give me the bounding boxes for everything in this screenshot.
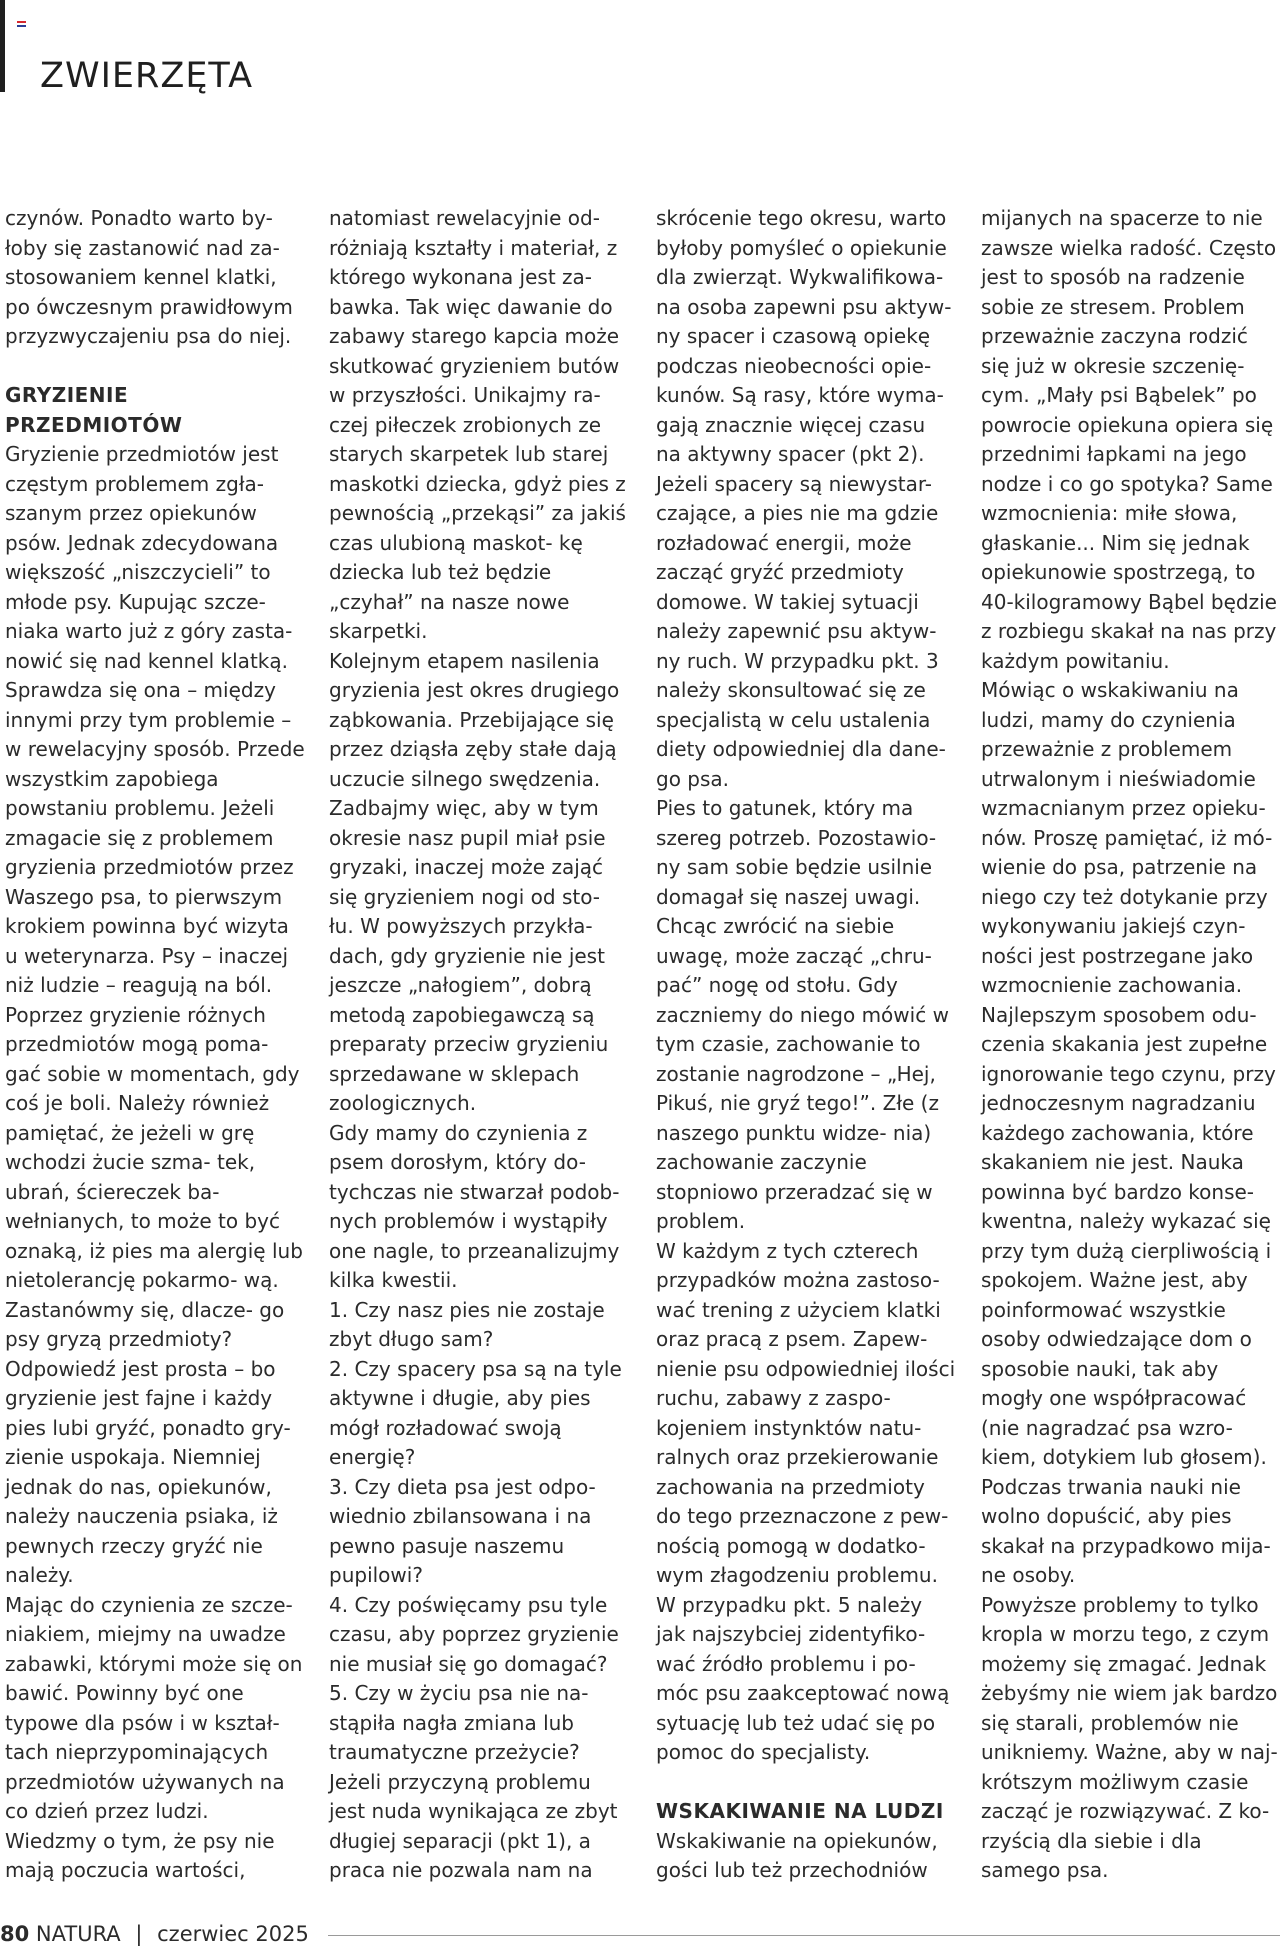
paragraph: Gdy mamy do czynienia z psem dorosłym, który do- tychczas nie stwarzał podob- nych problemów i wystąpiły one nagle, to przeanalizujmy kilka kwestii. bbox=[329, 1120, 620, 1292]
section-title: ZWIERZĘTA bbox=[40, 56, 254, 96]
article-column-4 bbox=[981, 204, 1280, 1886]
magazine-name: NATURA bbox=[35, 1922, 121, 1946]
paragraph: natomiast rewelacyjnie od- różniają kształty i materiał, z którego wykonana jest za- bawka. Tak więc dawanie do zabawy starego kapcia może skutkować gryzieniem butów w przyszłości. Unikajmy ra- czej piłeczek zrobionych ze starych skarpetek lub starej maskotki dziecka, gdyż pies z pewnością „przekąsi” za jakiś czas ulubioną maskot- kę dziecka lub też będzie „czyhał” na nasze nowe skarpetki. bbox=[329, 206, 626, 643]
paragraph: Kolejnym etapem nasilenia gryzienia jest okres drugiego ząbkowania. Przebijające się przez dziąsła zęby stałe dają uczucie silnego swędzenia. Zadbajmy więc, aby w tym okresie nasz pupil miał psie gryzaki, inaczej może zająć się gryzieniem nogi od sto- łu. W powyższych przykła- dach, gdy gryzienie nie jest jeszcze „nałogiem”, dobrą metodą zapobiegawczą są preparaty przeciw gryzieniu sprzedawane w sklepach zoologicznych. bbox=[329, 648, 620, 1115]
list-item: 1. Czy nasz pies nie zostaje zbyt długo sam? bbox=[329, 1297, 605, 1351]
paragraph: Mówiąc o wskakiwaniu na ludzi, mamy do czynienia przeważnie z problemem utrwalonym i nieświadomie wzmacnianym przez opieku- nów. Proszę pamiętać, iż mó- wienie do psa, patrzenie na niego czy też dotykanie przy wykonywaniu jakiejś czyn- ności jest postrzegane jako wzmocnienie zachowania. Najlepszym sposobem odu- czenia skakania jest zupełne ignorowanie tego czynu, przy jednoczesnym nagradzaniu każdego zachowania, które skakaniem nie jest. Nauka powinna być bardzo konse- kwentna, należy wykazać się przy tym dużą cierpliwością i spokojem. Ważne jest, aby poinformować wszystkie osoby odwiedzające dom o sposobie nauki, tak aby mogły one współpracować (nie nagradzać psa wzro- kiem, dotykiem lub głosem). Podczas trwania nauki nie wolno dopuścić, aby pies skakał na przypadkowo mija- ne osoby. bbox=[981, 678, 1276, 1587]
paragraph: skrócenie tego okresu, warto byłoby pomyśleć o opiekunie dla zwierząt. Wykwalifikowa- na osoba zapewni psu aktyw- ny spacer i czasową opiekę podczas nieobecności opie- kunów. Są rasy, które wyma- gają znacznie więcej czasu na aktywny spacer (pkt 2). bbox=[656, 206, 952, 466]
article-column-2 bbox=[329, 204, 629, 1886]
section-marker-bar bbox=[0, 0, 5, 92]
paragraph: Jeżeli spacery są niewystar- czające, a pies nie ma gdzie rozładować energii, może zacząć gryźć przedmioty domowe. W takiej sytuacji należy zapewnić psu aktyw- ny ruch. W przypadku pkt. 3 należy skonsultować się ze specjalistą w celu ustalenia diety odpowiedniej dla dane- go psa. bbox=[656, 471, 946, 791]
list-item: 5. Czy w życiu psa nie na- stąpiła nagła zmiana lub traumatyczne przeżycie? bbox=[329, 1681, 589, 1764]
list-item: 2. Czy spacery psa są na tyle aktywne i długie, aby pies mógł rozładować swoją energię? bbox=[329, 1356, 622, 1469]
paragraph: Powyższe problemy to tylko kropla w morzu tego, z czym możemy się zmagać. Jednak żebyśmy nie wiem jak bardzo się starali, problemów nie unikniemy. Ważne, aby w naj- krótszym możliwym czasie zacząć je rozwiązywać. Z ko- rzyścią dla siebie i dla samego psa. bbox=[981, 1592, 1278, 1882]
footer-separator: | bbox=[135, 1922, 143, 1946]
page-footer bbox=[0, 1922, 309, 1946]
paragraph: Pies to gatunek, który ma szereg potrzeb. Pozostawio- ny sam sobie będzie usilnie domagał się naszej uwagi. Chcąc zwrócić na siebie uwagę, może zacząć „chru- pać” nogę od stołu. Gdy zaczniemy do niego mówić w tym czasie, zachowanie to zostanie nagrodzone – „Hej, Pikuś, nie gryź tego!”. Złe (z naszego punktu widze- nia) zachowanie zaczynie stopniowo przeradzać się w problem. bbox=[656, 796, 949, 1233]
paragraph: Wskakiwanie na opiekunów, gości lub też przechodniów bbox=[656, 1828, 938, 1882]
issue-date: czerwiec 2025 bbox=[157, 1922, 309, 1946]
paragraph: czynów. Ponadto warto by- łoby się zastanowić nad za- stosowaniem kennel klatki, po ówczesnym prawidłowym przyzwyczajeniu psa do niej. bbox=[5, 206, 293, 348]
article-column-3 bbox=[656, 204, 956, 1886]
article-column-1 bbox=[5, 204, 305, 1886]
footer-rule bbox=[328, 1935, 1280, 1936]
page-number: 80 bbox=[0, 1922, 30, 1946]
list-item: 3. Czy dieta psa jest odpo- wiednio zbilansowana i na pewno pasuje naszemu pupilowi? bbox=[329, 1474, 596, 1587]
paragraph: mijanych na spacerze to nie zawsze wielka radość. Często jest to sposób na radzenie sobie ze stresem. Problem przeważnie zaczyna rodzić się już w okresie szczenię- cym. „Mały psi Bąbelek” po powrocie opiekuna opiera się przednimi łapkami na jego nodze i co go spotyka? Same wzmocnienia: miłe słowa, głaskanie... Nim się jednak opiekunowie spostrzegą, to 40-kilogramowy Bąbel będzie z rozbiegu skakał na nas przy każdym powitaniu. bbox=[981, 206, 1277, 673]
subheading-wskakiwanie: WSKAKIWANIE NA LUDZI bbox=[656, 1799, 944, 1823]
subheading-gryzienie: GRYZIENIE PRZEDMIOTÓW bbox=[5, 383, 183, 437]
paragraph: Jeżeli przyczyną problemu jest nuda wynikająca ze zbyt długiej separacji (pkt 1), a praca nie pozwala nam na bbox=[329, 1769, 618, 1882]
list-item: 4. Czy poświęcamy psu tyle czasu, aby poprzez gryzienie nie musiał się go domagać? bbox=[329, 1592, 619, 1676]
paragraph: Gryzienie przedmiotów jest częstym problemem zgła- szanym przez opiekunów psów. Jednak zdecydowana większość „niszczycieli” to młode psy. Kupując szcze- niaka warto już z góry zasta- nowić się nad kennel klatką. Sprawdza się ona – między innymi przy tym problemie – w rewelacyjny sposób. Przede wszystkim zapobiega powstaniu problemu. Jeżeli zmagacie się z problemem gryzienia przedmiotów przez Waszego psa, to pierwszym krokiem powinna być wizyta u weterynarza. Psy – inaczej niż ludzie – reagują na ból. Poprzez gryzienie różnych przedmiotów mogą poma- gać sobie w momentach, gdy coś je boli. Należy również pamiętać, że jeżeli w grę wchodzi żucie szma- tek, ubrań, ściereczek ba- wełnianych, to może to być oznaką, iż pies ma alergię lub nietolerancję pokarmo- wą. Zastanówmy się, dlacze- go psy gryzą przedmioty? Odpowiedź jest prosta – bo gryzienie jest fajne i każdy pies lubi gryźć, ponadto gry- zienie uspokaja. Niemniej jednak do nas, opiekunów, należy nauczenia psiaka, iż pewnych rzeczy gryźć nie należy. bbox=[5, 442, 305, 1587]
flag-icon bbox=[17, 21, 26, 27]
paragraph: W każdym z tych czterech przypadków można zastoso- wać trening z użyciem klatki oraz pracą z psem. Zapew- nienie psu odpowiedniej ilości ruchu, zabawy z zaspo- kojeniem instynktów natu- ralnych oraz przekierowanie zachowania na przedmioty do tego przeznaczone z pew- nością pomogą w dodatko- wym złagodzeniu problemu. W przypadku pkt. 5 należy jak najszybciej zidentyfiko- wać źródło problemu i po- móc psu zaakceptować nową sytuację lub też udać się po pomoc do specjalisty. bbox=[656, 1238, 956, 1764]
paragraph: Mając do czynienia ze szcze- niakiem, miejmy na uwadze zabawki, którymi może się on bawić. Powinny być one typowe dla psów i w kształ- tach nieprzypominających przedmiotów używanych na co dzień przez ludzi. Wiedzmy o tym, że psy nie mają poczucia wartości, bbox=[5, 1592, 303, 1882]
